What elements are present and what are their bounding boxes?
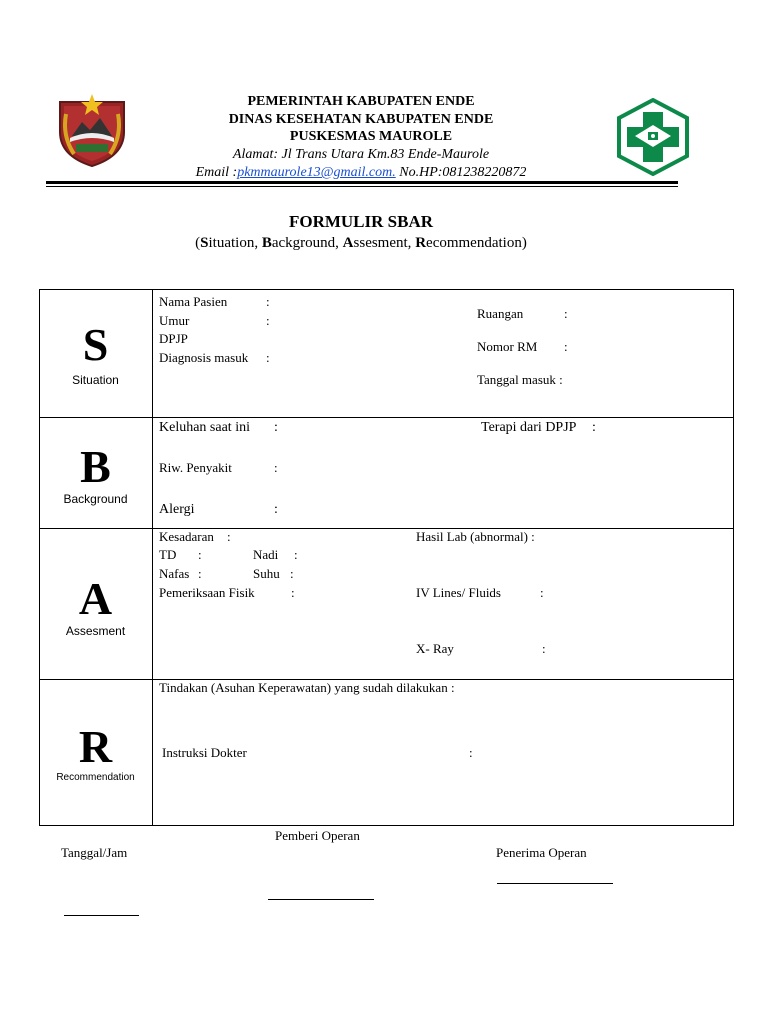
assesment-letter: A [78, 573, 113, 624]
iv-lines-label: IV Lines/ Fluids [416, 585, 501, 600]
terapi-colon: : [592, 420, 596, 435]
td-colon: : [198, 547, 202, 562]
keluhan-colon: : [274, 420, 278, 435]
hasil-lab-label: Hasil Lab (abnormal) : [416, 529, 535, 544]
situation-caption: Situation [72, 373, 119, 387]
pemberi-operan-label: Pemberi Operan [275, 828, 360, 843]
td-label: TD [159, 547, 177, 562]
header-contact [0, 165, 722, 181]
ruangan-label: Ruangan [477, 306, 524, 321]
pemberi-signature-line [268, 899, 374, 900]
penerima-operan-label: Penerima Operan [496, 845, 587, 860]
penerima-signature-line [497, 883, 613, 884]
nafas-label: Nafas [159, 566, 190, 581]
header-divider-thin [46, 186, 678, 187]
ruangan-colon: : [564, 306, 568, 321]
nafas-colon: : [198, 566, 202, 581]
phone-number: No.HP:081238220872 [395, 165, 527, 180]
dpjp-label: DPJP [159, 331, 188, 346]
tanggal-masuk-label: Tanggal masuk : [477, 372, 563, 387]
iv-lines-colon: : [540, 585, 544, 600]
instruksi-label: Instruksi Dokter [162, 745, 247, 760]
tanggal-jam-label: Tanggal/Jam [61, 845, 128, 860]
alergi-label: Alergi [159, 502, 195, 517]
tindakan-label: Tindakan (Asuhan Keperawatan) yang sudah dilakukan : [159, 680, 455, 695]
alergi-colon: : [274, 502, 278, 517]
suhu-label: Suhu [253, 566, 280, 581]
suhu-colon: : [290, 566, 294, 581]
pemeriksaan-label: Pemeriksaan Fisik [159, 585, 255, 600]
header-agency: DINAS KESEHATAN KABUPATEN ENDE [228, 112, 494, 127]
background-letter: B [80, 441, 111, 492]
form-title: FORMULIR SBAR [288, 212, 434, 231]
header-facility: PUSKESMAS MAUROLE [289, 129, 453, 144]
recommendation-caption: Recommendation [56, 772, 135, 783]
diagnosis-colon: : [266, 350, 270, 365]
email-label: Email : [195, 165, 238, 180]
kesadaran-colon: : [227, 529, 231, 544]
xray-label: X- Ray [416, 641, 454, 656]
nomor-rm-label: Nomor RM [477, 339, 538, 354]
diagnosis-label: Diagnosis masuk [159, 350, 249, 365]
pemeriksaan-colon: : [291, 585, 295, 600]
nadi-label: Nadi [253, 547, 279, 562]
keluhan-label: Keluhan saat ini [159, 420, 250, 435]
nadi-colon: : [294, 547, 298, 562]
situation-letter: S [82, 319, 109, 370]
header-divider-thick [46, 181, 678, 184]
header-government: PEMERINTAH KABUPATEN ENDE [247, 94, 475, 109]
umur-label: Umur [159, 313, 190, 328]
table-column-divider [152, 289, 153, 826]
nama-pasien-label: Nama Pasien [159, 294, 228, 309]
riwayat-label: Riw. Penyakit [159, 460, 232, 475]
header-address: Alamat: Jl Trans Utara Km.83 Ende-Maurole [232, 147, 490, 162]
umur-colon: : [266, 313, 270, 328]
background-caption: Background [63, 492, 128, 506]
xray-colon: : [542, 641, 546, 656]
kesadaran-label: Kesadaran [159, 529, 214, 544]
instruksi-colon: : [469, 745, 473, 760]
nama-pasien-colon: : [266, 294, 270, 309]
row-divider-1 [39, 417, 734, 418]
recommendation-letter: R [78, 721, 113, 772]
terapi-label: Terapi dari DPJP [481, 420, 577, 435]
assesment-caption: Assesment [65, 624, 126, 638]
nomor-rm-colon: : [564, 339, 568, 354]
email-link[interactable]: pkmmaurole13@gmail.com. [237, 165, 396, 180]
tanggal-signature-line [64, 915, 139, 916]
form-subtitle: (Situation, Background, Assesment, Recommendation) [195, 235, 527, 251]
riwayat-colon: : [274, 460, 278, 475]
row-divider-2 [39, 528, 734, 529]
